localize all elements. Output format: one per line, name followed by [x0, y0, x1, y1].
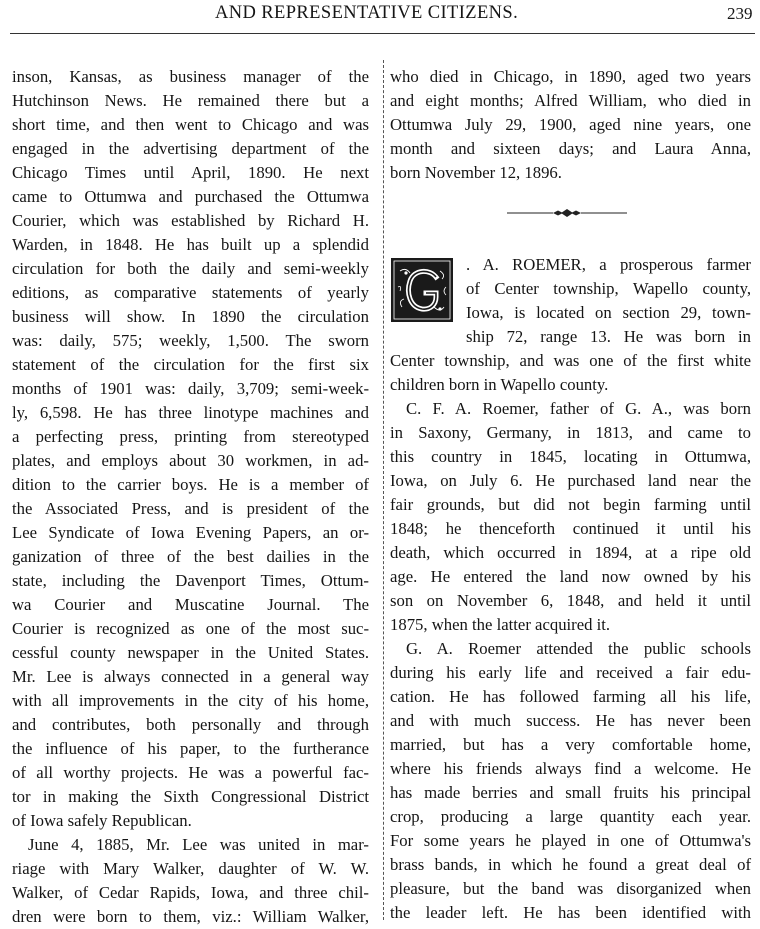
text-line: has made berries and small fruits his principal	[390, 783, 751, 802]
text-line: the Associated Press, and is president of the	[12, 499, 369, 518]
text-line: fair grounds, but did not begin farming until	[390, 495, 751, 514]
text-line: editions, as comparative statements of yearly	[12, 283, 369, 302]
text-line: in Saxony, Germany, in 1813, and came to	[390, 423, 751, 442]
text-line: who died in Chicago, in 1890, aged two years	[390, 67, 751, 86]
text-line: Lee Syndicate of Iowa Evening Papers, an or-	[12, 523, 369, 542]
text-line: of all worthy projects. He was a powerful fac-	[12, 763, 369, 782]
text-line: during his early life and received a fair edu-	[390, 663, 751, 682]
text-line: crop, producing a large quantity each year.	[390, 807, 751, 826]
text-line: the influence of his paper, to the furtherance	[12, 739, 369, 758]
text-line: where his friends always find a welcome. He	[390, 759, 751, 778]
text-line: cation. He has followed farming all his life,	[390, 687, 751, 706]
column-divider	[383, 60, 384, 920]
text-line: this country in 1845, locating in Ottumwa,	[390, 447, 751, 466]
text-line: married, but has a very comfortable home,	[390, 735, 751, 754]
text-line: and contributes, both personally and through	[12, 715, 369, 734]
text-line: of Iowa safely Republican.	[12, 811, 192, 830]
text-line: circulation for both the daily and semi-weekly	[12, 259, 369, 278]
text-line: statement of the circulation for the first six	[12, 355, 369, 374]
text-line: was: daily, 575; weekly, 1,500. The sworn	[12, 331, 369, 350]
text-line: Courier, which was established by Richard H.	[12, 211, 369, 230]
text-line: Warden, in 1848. He has built up a splendid	[12, 235, 369, 254]
text-line: son on November 6, 1848, and held it until	[390, 591, 751, 610]
text-line: born November 12, 1896.	[390, 163, 562, 182]
text-line: state, including the Davenport Times, Ottum-	[12, 571, 369, 590]
text-line: dition to the carrier boys. He is a member of	[12, 475, 369, 494]
text-line: the leader left. He has been identified with	[390, 903, 751, 922]
section-divider-ornament-icon	[505, 204, 629, 222]
text-line: C. F. A. Roemer, father of G. A., was born	[406, 399, 751, 418]
text-line: short time, and then went to Chicago and was	[12, 115, 369, 134]
text-line: and eight months; Alfred William, who died in	[390, 91, 751, 110]
text-line: riage with Mary Walker, daughter of W. W.	[12, 859, 369, 878]
text-line: Chicago Times until April, 1890. He next	[12, 163, 369, 182]
text-line: death, which occurred in 1894, at a ripe old	[390, 543, 751, 562]
text-line: with all improvements in the city of his home,	[12, 691, 369, 710]
running-title: AND REPRESENTATIVE CITIZENS.	[215, 3, 519, 23]
text-line: wa Courier and Muscatine Journal. The	[12, 595, 369, 614]
text-line: business will show. In 1890 the circulation	[12, 307, 369, 326]
text-line: ly, 6,598. He has three linotype machines and	[12, 403, 369, 422]
text-line: brass bands, in which he found a great deal of	[390, 855, 751, 874]
left-column	[12, 65, 369, 929]
header-rule	[10, 33, 755, 34]
text-line: came to Ottumwa and purchased the Ottumwa	[12, 187, 369, 206]
text-line: engaged in the advertising department of the	[12, 139, 369, 158]
text-line: months of 1901 was: daily, 3,709; semi-week-	[12, 379, 369, 398]
text-line: 1875, when the latter acquired it.	[390, 615, 611, 634]
text-line: Courier is recognized as one of the most suc-	[12, 619, 369, 638]
text-line: ship 72, range 13. He was born in	[466, 327, 751, 346]
right-column-continuation	[390, 65, 751, 185]
text-line: a perfecting press, printing from stereotyped	[12, 427, 369, 446]
text-line: Iowa, is located on section 29, town-	[466, 303, 751, 322]
text-line: Iowa, on July 6. He purchased land near the	[390, 471, 751, 490]
text-line: For some years he played in one of Ottumwa's	[390, 831, 751, 850]
text-line: children born in Wapello county.	[390, 375, 609, 394]
page-number: 239	[727, 4, 753, 23]
text-line: pleasure, but the band was disorganized when	[390, 879, 751, 898]
text-line: Mr. Lee is always connected in a general way	[12, 667, 369, 686]
text-line: dren were born to them, viz.: William Walker,	[12, 907, 369, 926]
text-line: G. A. Roemer attended the public schools	[406, 639, 751, 658]
text-line: of Center township, Wapello county,	[466, 279, 751, 298]
text-line: and with much success. He has never been	[390, 711, 751, 730]
text-line: month and sixteen days; and Laura Anna,	[390, 139, 751, 158]
text-line: Center township, and was one of the first white	[390, 351, 751, 370]
text-line: . A. ROEMER, a prosperous farmer	[466, 255, 751, 274]
text-line: 1848; he thenceforth continued it until his	[390, 519, 751, 538]
text-line: tor in making the Sixth Congressional District	[12, 787, 369, 806]
text-line: Ottumwa July 29, 1900, aged nine years, one	[390, 115, 751, 134]
text-line: Walker, of Cedar Rapids, Iowa, and three chil-	[12, 883, 369, 902]
text-line: age. He entered the land now owned by his	[390, 567, 751, 586]
page-header	[0, 0, 760, 36]
text-line: ganization of three of the best dailies in the	[12, 547, 369, 566]
text-line: cessful county newspaper in the United States.	[12, 643, 369, 662]
text-line: June 4, 1885, Mr. Lee was united in mar-	[28, 835, 369, 854]
text-line: plates, and employs about 30 workmen, in ad-	[12, 451, 369, 470]
text-line: inson, Kansas, as business manager of the	[12, 67, 369, 86]
biography-text	[390, 253, 751, 925]
text-line: Hutchinson News. He remained there but a	[12, 91, 369, 110]
